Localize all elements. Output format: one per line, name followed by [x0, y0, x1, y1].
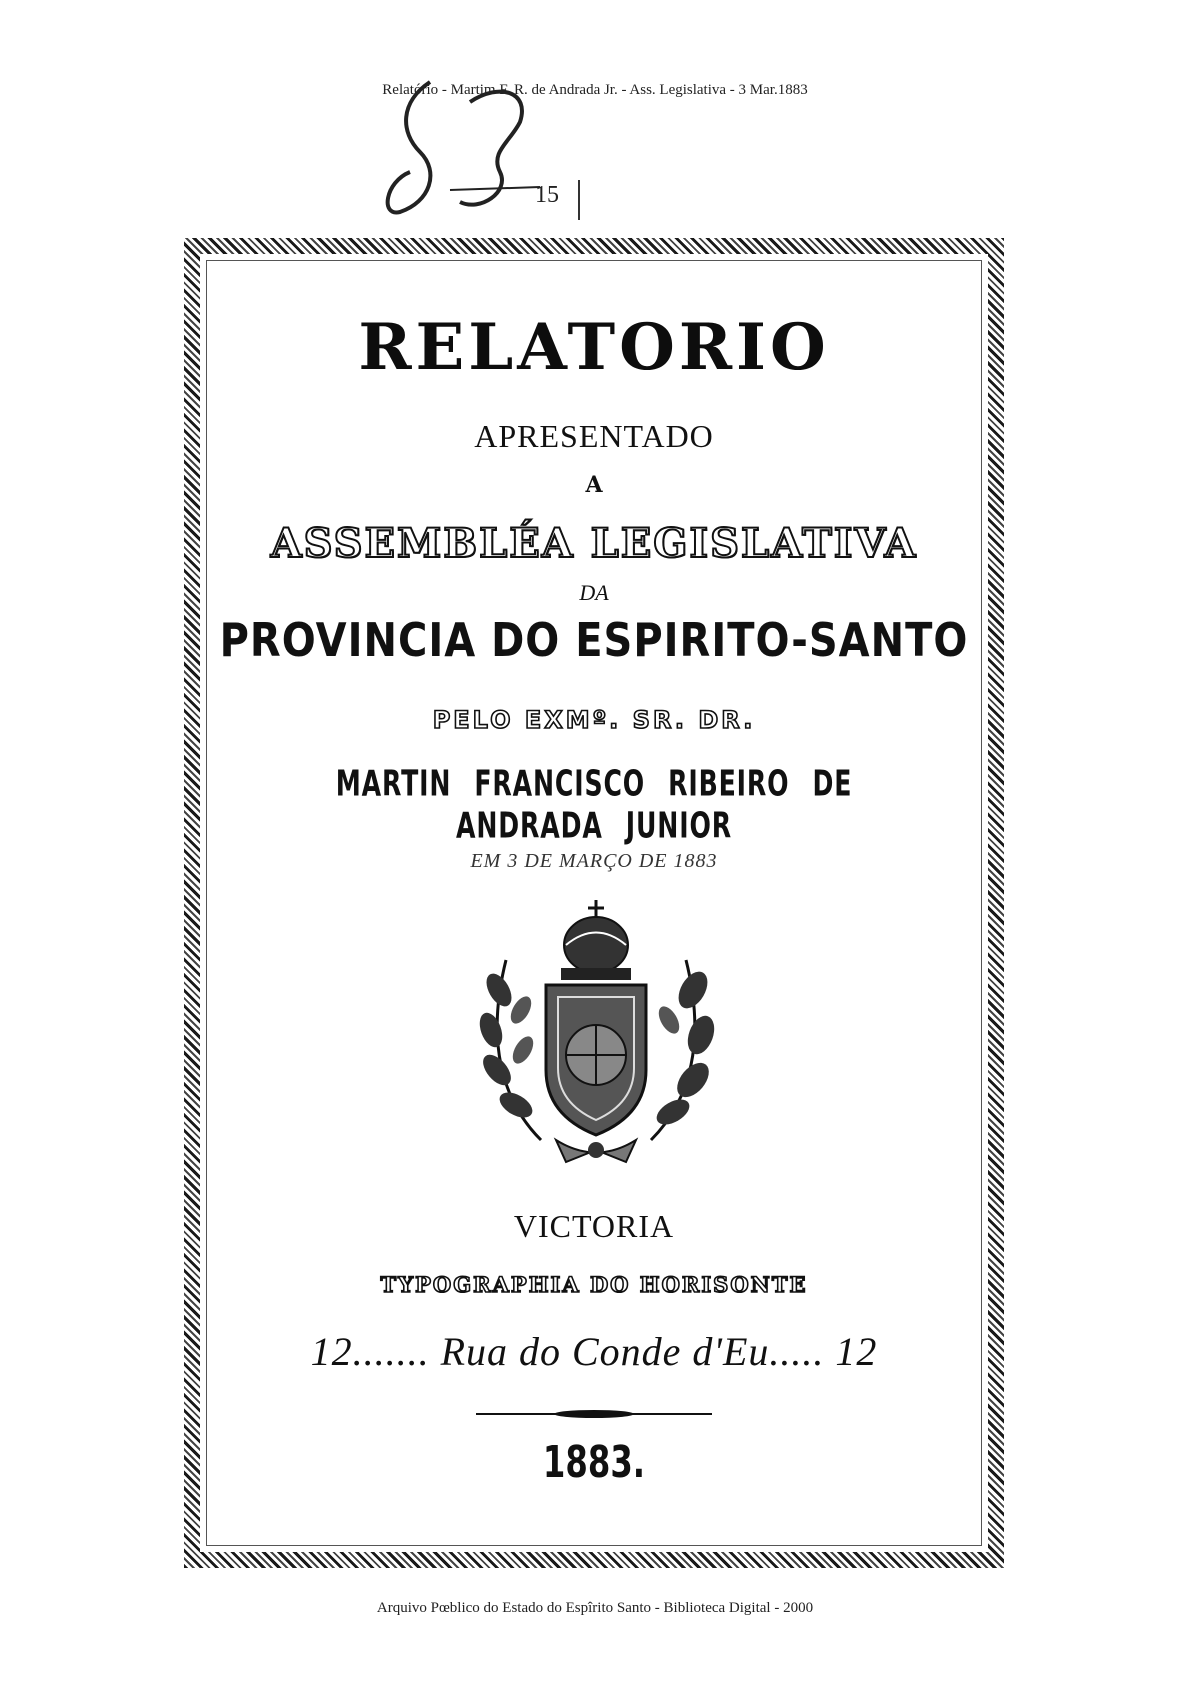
city-name: VICTORIA: [513, 1208, 675, 1244]
page-number: 15: [535, 182, 559, 208]
imperial-coat-of-arms-icon: [461, 900, 731, 1180]
presentation-date: EM 3 DE MARÇO DE 1883: [470, 850, 718, 872]
preposition-da: DA: [579, 580, 609, 605]
document-title: RELATORIO: [358, 310, 830, 385]
printer-address: 12....... Rua do Conde d'Eu..... 12: [310, 1329, 878, 1374]
page-number-mark: [578, 180, 580, 220]
assembly-name: ASSEMBLÉA LEGISLATIVA: [270, 520, 918, 567]
author-name: MARTIN FRANCISCO RIBEIRO DE ANDRADA JUNIOR: [335, 763, 853, 847]
printer-name: TYPOGRAPHIA DO HORISONTE: [380, 1272, 808, 1297]
archive-header-note: Relatório - Martim F. R. de Andrada Jr. - Ass. Legislativa - 3 Mar.1883: [382, 82, 808, 98]
province-name: PROVINCIA DO ESPIRITO-SANTO: [219, 614, 969, 668]
archive-footer-note: Arquivo Pœblico do Estado do Espîrito Santo - Biblioteca Digital - 2000: [376, 1600, 814, 1616]
publication-year: 1883.: [542, 1436, 646, 1488]
honorific-line: PELO EXMº. SR. DR.: [432, 706, 756, 734]
presented-line: APRESENTADO: [474, 418, 714, 454]
handwritten-shelfmark: [360, 62, 610, 242]
ornamental-divider: [476, 1408, 712, 1420]
preposition-a: A: [585, 472, 603, 498]
